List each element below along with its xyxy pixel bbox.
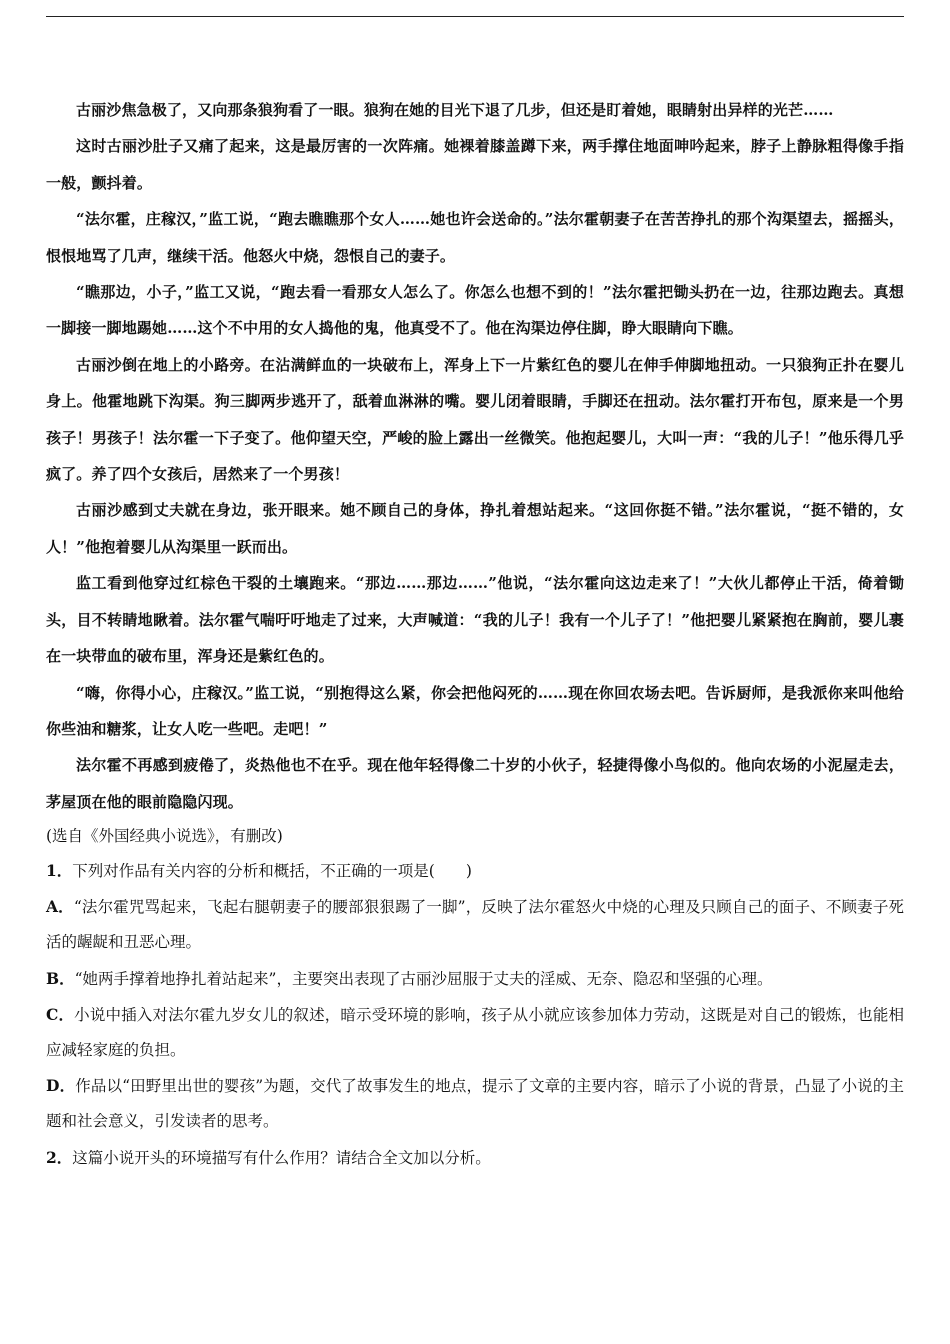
story-paragraph: 监工看到他穿过红棕色干裂的土壤跑来。“那边……那边……”他说，“法尔霍向这边走来了！”大伙儿都停止干活，倚着锄头，目不转睛地瞅着。法尔霍气喘吁吁地走了过来，大声喊道：“我的儿子！我有一个儿子了！”他把婴儿紧紧抱在胸前，婴儿裹在一块带血的破布里，浑身还是紫红色的。 <box>46 574 904 666</box>
story-paragraph: “法尔霍，庄稼汉，”监工说，“跑去瞧瞧那个女人……她也许会送命的。”法尔霍朝妻子在苦苦挣扎的那个沟渠望去，摇摇头，恨恨地骂了几声，继续干活。他怒火中烧，怨恨自己的妻子。 <box>46 210 904 265</box>
story-excerpt <box>46 92 904 820</box>
story-paragraph: 古丽沙感到丈夫就在身边，张开眼来。她不顾自己的身体，挣扎着想站起来。“这回你挺不错。”法尔霍说，“挺不错的，女人！”他抱着婴儿从沟渠里一跃而出。 <box>46 501 904 556</box>
question-1 <box>46 853 904 889</box>
story-paragraph: 法尔霍不再感到疲倦了，炎热他也不在乎。现在他年轻得像二十岁的小伙子，轻捷得像小鸟似的。他向农场的小泥屋走去，茅屋顶在他的眼前隐隐闪现。 <box>46 756 904 811</box>
story-paragraph: “瞧那边，小子，”监工又说，“跑去看一看那女人怎么了。你怎么也想不到的！”法尔霍把锄头扔在一边，往那边跑去。真想一脚接一脚地踢她……这个不中用的女人捣他的鬼，他真受不了。他在沟渠边停住脚，睁大眼睛向下瞧。 <box>46 283 904 338</box>
option-d <box>46 1068 904 1139</box>
story-paragraph: 古丽沙倒在地上的小路旁。在沾满鲜血的一块破布上，浑身上下一片紫红色的婴儿在伸手伸脚地扭动。一只狼狗正扑在婴儿身上。他霍地跳下沟渠。狗三脚两步逃开了，舐着血淋淋的嘴。婴儿闭着眼睛，手脚还在扭动。法尔霍打开布包，原来是一个男孩子！男孩子！法尔霍一下子变了。他仰望天空，严峻的脸上露出一丝微笑。他抱起婴儿，大叫一声：“我的儿子！”他乐得几乎疯了。养了四个女孩后，居然来了一个男孩！ <box>46 355 904 484</box>
option-text: 小说中插入对法尔霍九岁女儿的叙述，暗示受环境的影响，孩子从小就应该参加体力劳动，这既是对自己的锻炼，也能相应减轻家庭的负担。 <box>46 1005 904 1059</box>
story-paragraph: 这时古丽沙肚子又痛了起来，这是最厉害的一次阵痛。她裸着膝盖蹲下来，两手撑住地面呻吟起来，脖子上静脉粗得像手指一般，颤抖着。 <box>46 137 904 192</box>
option-label: D． <box>46 1076 76 1096</box>
header-rule <box>46 16 904 17</box>
source-citation: (选自《外国经典小说选》，有删改) <box>46 827 283 846</box>
question-2 <box>46 1140 904 1176</box>
option-text: “她两手撑着地挣扎着站起来”，主要突出表现了古丽沙屈服于丈夫的淫威、无奈、隐忍和坚强的心理。 <box>74 969 773 988</box>
question-number: 2． <box>46 1147 73 1167</box>
question-number: 1． <box>46 861 73 881</box>
option-c <box>46 997 904 1068</box>
option-a <box>46 889 904 960</box>
page-content <box>46 92 904 1176</box>
option-text: 作品以“田野里出世的婴孩”为题，交代了故事发生的地点，提示了文章的主要内容，暗示了小说的背景，凸显了小说的主题和社会意义，引发读者的思考。 <box>46 1077 904 1131</box>
story-paragraph: “嗨，你得小心，庄稼汉。”监工说，“别抱得这么紧，你会把他闷死的……现在你回农场去吧。告诉厨师，是我派你来叫他给你些油和糖浆，让女人吃一些吧。走吧！” <box>46 683 904 738</box>
question-text: 下列对作品有关内容的分析和概括，不正确的一项是( ) <box>72 862 472 881</box>
question-text: 这篇小说开头的环境描写有什么作用？请结合全文加以分析。 <box>72 1148 491 1167</box>
option-label: A． <box>46 897 74 917</box>
option-label: B． <box>46 968 75 988</box>
question-section <box>46 853 904 1175</box>
option-label: C． <box>46 1004 75 1024</box>
option-b <box>46 961 904 997</box>
story-paragraph: 古丽沙焦急极了，又向那条狼狗看了一眼。狼狗在她的目光下退了几步，但还是盯着她，眼睛射出异样的光芒…… <box>76 101 834 119</box>
option-text: “法尔霍咒骂起来，飞起右腿朝妻子的腰部狠狠踢了一脚”，反映了法尔霍怒火中烧的心理及只顾自己的面子、不顾妻子死活的龌龊和丑恶心理。 <box>46 898 904 952</box>
